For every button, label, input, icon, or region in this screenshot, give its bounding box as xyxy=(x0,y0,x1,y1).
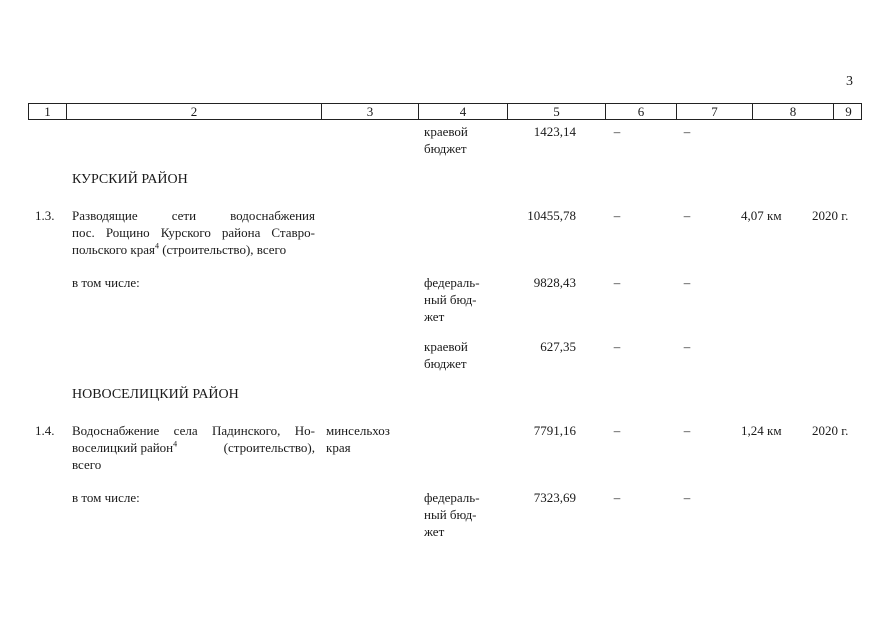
district-heading: КУРСКИЙ РАЙОН xyxy=(72,172,188,187)
header-col-3: 3 xyxy=(322,104,419,119)
row-number: 1.3. xyxy=(35,208,55,223)
length-cell: 4,07 км xyxy=(741,208,782,223)
dash-cell: – xyxy=(613,275,621,290)
dash-cell: – xyxy=(683,339,691,354)
dash-cell: – xyxy=(613,339,621,354)
dash-cell: – xyxy=(613,208,621,223)
row-number: 1.4. xyxy=(35,423,55,438)
header-col-5: 5 xyxy=(508,104,606,119)
header-col-4: 4 xyxy=(419,104,508,119)
customer-cell: минсельхоз края xyxy=(326,423,390,455)
amount-cell: 10455,78 xyxy=(527,208,576,223)
dash-cell: – xyxy=(613,124,621,139)
dash-cell: – xyxy=(683,490,691,505)
header-col-7: 7 xyxy=(677,104,753,119)
amount-cell: 9828,43 xyxy=(533,275,576,290)
amount-cell: 7791,16 xyxy=(533,423,576,438)
page-number: 3 xyxy=(846,74,853,89)
header-col-8: 8 xyxy=(753,104,834,119)
header-col-1: 1 xyxy=(29,104,67,119)
footnote-marker: 4 xyxy=(173,439,178,449)
dash-cell: – xyxy=(683,124,691,139)
project-name-cell: Разводящие сети водоснабжения пос. Рощино Курского района Ставро- польского края$^4$ (строительство), всего xyxy=(72,208,315,257)
funding-source-cell: федераль- ный бюд- жет xyxy=(424,275,480,324)
dash-cell: – xyxy=(613,490,621,505)
dash-cell: – xyxy=(683,275,691,290)
funding-source-cell: краевой бюджет xyxy=(424,339,468,371)
dash-cell: – xyxy=(683,208,691,223)
amount-cell: 1423,14 xyxy=(533,124,576,139)
subtotal-label: в том числе: xyxy=(72,490,140,505)
amount-cell: 7323,69 xyxy=(533,490,576,505)
header-col-6: 6 xyxy=(606,104,677,119)
header-col-9: 9 xyxy=(845,104,852,119)
district-heading: НОВОСЕЛИЦКИЙ РАЙОН xyxy=(72,387,239,402)
length-cell: 1,24 км xyxy=(741,423,782,438)
dash-cell: – xyxy=(613,423,621,438)
funding-source-cell: федераль- ный бюд- жет xyxy=(424,490,480,539)
header-col-2: 2 xyxy=(67,104,322,119)
table-header-row xyxy=(28,103,862,120)
amount-cell: 627,35 xyxy=(540,339,576,354)
year-cell: 2020 г. xyxy=(812,423,849,438)
footnote-marker: 4 xyxy=(154,241,159,251)
subtotal-label: в том числе: xyxy=(72,275,140,290)
project-name-cell: Водоснабжение села Падинского, Но- воселицкий район$^4$ (строительство), всего xyxy=(72,423,315,472)
funding-source-cell: краевой бюджет xyxy=(424,124,468,156)
dash-cell: – xyxy=(683,423,691,438)
year-cell: 2020 г. xyxy=(812,208,849,223)
